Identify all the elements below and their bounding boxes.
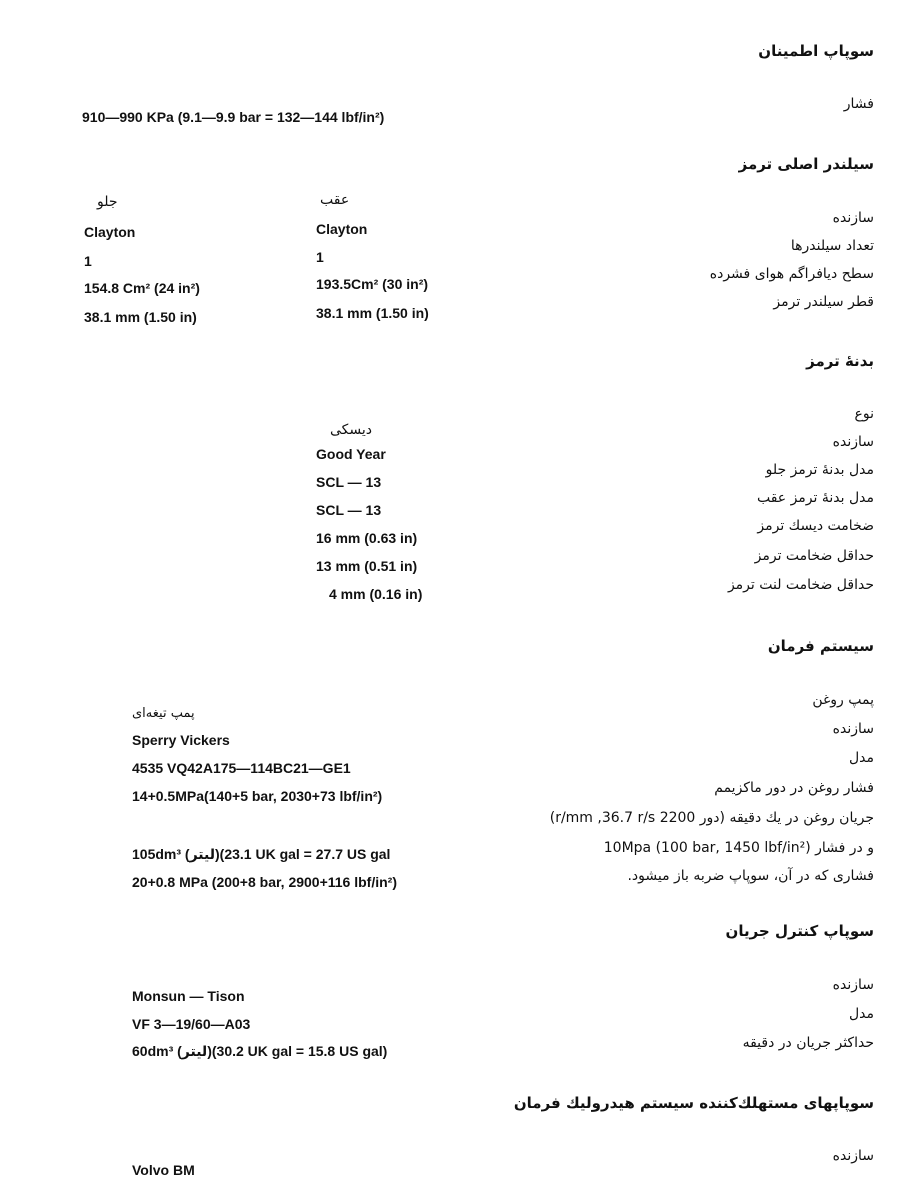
steering-maker-value: Sperry Vickers <box>132 732 230 748</box>
column-rear-header: عقب <box>320 192 350 208</box>
brake-type-value: دیسکی <box>330 422 373 438</box>
master-cylinder-heading: سیلندر اصلی ترمز <box>738 155 874 173</box>
rear-count: 1 <box>316 249 324 265</box>
hydraulic-valves-label-maker: سازنده <box>832 1148 874 1164</box>
brake-min-pad-value: 4 mm (0.16 in) <box>329 586 423 602</box>
brake-body-label-front-model: مدل بدنهٔ ترمز جلو <box>765 462 874 478</box>
rear-maker: Clayton <box>316 221 368 237</box>
column-front-header: جلو <box>97 194 118 210</box>
brake-body-label-maker: سازنده <box>832 434 874 450</box>
brake-rear-model-value: SCL — 13 <box>316 502 382 518</box>
steering-model-value: 4535 VQ42A175—114BC21—GE1 <box>132 760 351 776</box>
front-maker: Clayton <box>84 224 136 240</box>
flow-control-heading: سوپاپ کنترل جریان <box>725 922 874 940</box>
safety-valve-pressure-label: فشار <box>843 96 874 112</box>
brake-body-heading: بدنهٔ ترمز <box>806 352 874 370</box>
steering-max-pressure-value: 14+0.5MPa(140+5 bar, 2030+73 lbf/in²) <box>132 788 383 804</box>
steering-label-relief: فشاری که در آن، سوپاپ ضربه باز میشود. <box>627 868 874 884</box>
flow-control-label-max-flow: حداکثر جریان در دقیقه <box>742 1035 874 1051</box>
steering-label-pump: پمپ روغن <box>812 692 874 708</box>
brake-maker-value: Good Year <box>316 446 386 462</box>
master-cylinder-label-diameter: قطر سیلندر ترمز <box>773 294 874 310</box>
steering-label-flow: جریان روغن در یك دقیقه (دور 2200 r/mm ,36.7 r/s) <box>549 810 874 826</box>
hydraulic-valves-maker-value: Volvo BM <box>132 1162 195 1178</box>
brake-front-model-value: SCL — 13 <box>316 474 382 490</box>
steering-flow-value: 105dm³ (لیتر)(23.1 UK gal = 27.7 US gal <box>132 846 391 862</box>
front-count: 1 <box>84 253 92 269</box>
master-cylinder-label-area: سطح دیافراگم هوای فشرده <box>709 266 874 282</box>
brake-body-label-type: نوع <box>854 406 874 422</box>
rear-diameter: 38.1 mm (1.50 in) <box>316 305 429 321</box>
brake-disc-thickness-value: 16 mm (0.63 in) <box>316 530 418 546</box>
brake-body-label-rear-model: مدل بدنهٔ ترمز عقب <box>756 490 874 506</box>
flow-control-max-flow-value: 60dm³ (لیتر)(30.2 UK gal = 15.8 US gal) <box>132 1043 388 1059</box>
front-diameter: 38.1 mm (1.50 in) <box>84 309 197 325</box>
front-area: 154.8 Cm² (24 in²) <box>84 280 200 296</box>
brake-min-thickness-value: 13 mm (0.51 in) <box>316 558 418 574</box>
steering-heading: سیستم فرمان <box>767 637 874 655</box>
steering-label-max-pressure: فشار روغن در دور ماکزیمم <box>714 780 874 796</box>
hydraulic-valves-heading: سوپاپهای مستهلك‌کننده سیستم هیدرولیك فرمان <box>513 1094 874 1112</box>
rear-area: 193.5Cm² (30 in²) <box>316 276 429 292</box>
steering-relief-value: 20+0.8 MPa (200+8 bar, 2900+116 lbf/in²) <box>132 874 397 890</box>
flow-control-model-value: VF 3—19/60—A03 <box>132 1016 251 1032</box>
steering-pump-type: پمپ تیغه‌ای <box>132 706 195 721</box>
steering-label-maker: سازنده <box>832 721 874 737</box>
steering-label-model: مدل <box>848 750 874 766</box>
safety-valve-pressure-value: 910—990 KPa (9.1—9.9 bar = 132—144 lbf/in²) <box>82 109 385 125</box>
master-cylinder-label-count: تعداد سیلندرها <box>790 238 874 254</box>
brake-body-label-min-thickness: حداقل ضخامت ترمز <box>754 548 874 564</box>
brake-body-label-disc-thickness: ضخامت دیسك ترمز <box>757 518 874 534</box>
safety-valve-heading: سوپاپ اطمینان <box>758 42 874 60</box>
master-cylinder-label-maker: سازنده <box>832 210 874 226</box>
flow-control-maker-value: Monsun — Tison <box>132 988 245 1004</box>
flow-control-label-model: مدل <box>848 1006 874 1022</box>
flow-control-label-maker: سازنده <box>832 977 874 993</box>
steering-label-flow-pressure: و در فشار (10Mpa (100 bar, 1450 lbf/in² <box>603 840 874 856</box>
brake-body-label-min-pad: حداقل ضخامت لنت ترمز <box>727 577 874 593</box>
